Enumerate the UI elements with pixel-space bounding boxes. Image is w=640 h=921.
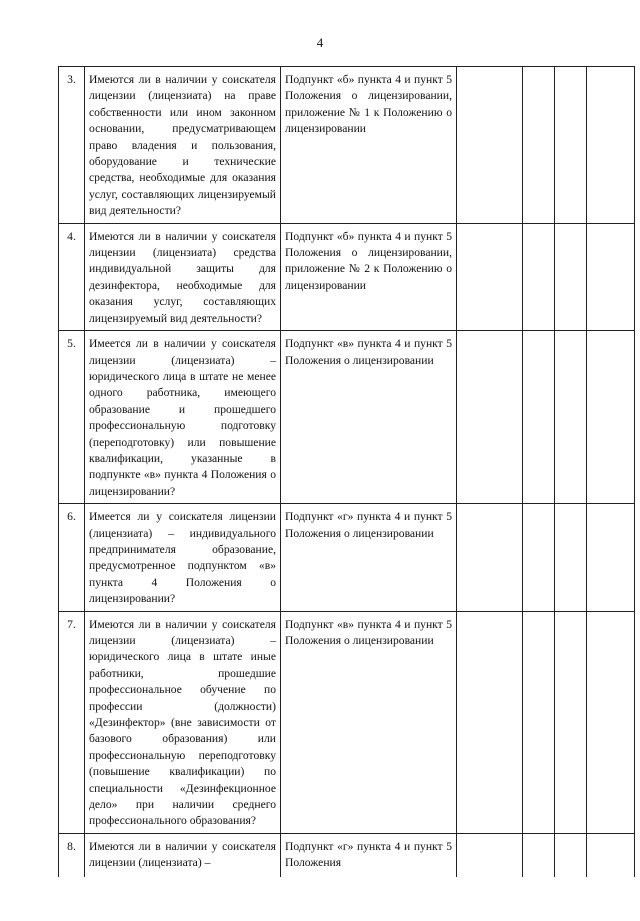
answer-cell xyxy=(555,331,587,504)
row-number: 3. xyxy=(59,67,85,224)
row-number: 6. xyxy=(59,504,85,611)
legal-reference: Подпункт «г» пункта 4 и пункт 5 Положения о лицензировании xyxy=(281,504,457,611)
notes-cell xyxy=(587,504,635,611)
answer-cell xyxy=(523,611,555,833)
question-text: Имеется ли у соискателя лицензии (лицензиата) – индивидуального предпринимателя образование, предусмотренное подпунктом «в» пункта 4 Положения о лицензировании? xyxy=(85,504,281,611)
question-text: Имеются ли в наличии у соискателя лицензии (лицензиата) на праве собственности или ином законном основании, предусматривающем право владения и пользования, оборудование и технические средства, необходимые для оказания услуг, составляющих лицензируемый вид деятельности? xyxy=(85,67,281,224)
row-number: 4. xyxy=(59,223,85,330)
notes-cell xyxy=(587,331,635,504)
notes-cell xyxy=(587,223,635,330)
question-text: Имеются ли в наличии у соискателя лицензии (лицензиата) средства индивидуальной защиты для дезинфектора, необходимые для оказания услуг, составляющих лицензируемый вид деятельности? xyxy=(85,223,281,330)
legal-reference: Подпункт «в» пункта 4 и пункт 5 Положения о лицензировании xyxy=(281,611,457,833)
notes-cell xyxy=(587,833,635,877)
page-number: 4 xyxy=(316,35,324,50)
row-number: 8. xyxy=(59,833,85,877)
answer-cell xyxy=(523,504,555,611)
table-row xyxy=(59,223,635,330)
legal-reference: Подпункт «г» пункта 4 и пункт 5 Положения xyxy=(281,833,457,877)
answer-cell xyxy=(523,331,555,504)
answer-cell xyxy=(457,223,523,330)
legal-reference: Подпункт «в» пункта 4 и пункт 5 Положения о лицензировании xyxy=(281,331,457,504)
answer-cell xyxy=(555,223,587,330)
question-text: Имеется ли в наличии у соискателя лицензии (лицензиата) – юридического лица в штате не менее одного работника, имеющего образование и прошедшего профессиональную подготовку (переподготовку) или повышение квалификации, указанные в подпункте «в» пункта 4 Положения о лицензировании? xyxy=(85,331,281,504)
answer-cell xyxy=(555,833,587,877)
answer-cell xyxy=(457,504,523,611)
answer-cell xyxy=(555,611,587,833)
answer-cell xyxy=(555,504,587,611)
answer-cell xyxy=(523,833,555,877)
row-number: 5. xyxy=(59,331,85,504)
answer-cell xyxy=(555,67,587,224)
question-text: Имеются ли в наличии у соискателя лицензии (лицензиата) – xyxy=(85,833,281,877)
legal-reference: Подпункт «б» пункта 4 и пункт 5 Положения о лицензировании, приложение № 1 к Положению о лицензировании xyxy=(281,67,457,224)
answer-cell xyxy=(457,611,523,833)
answer-cell xyxy=(457,331,523,504)
row-number: 7. xyxy=(59,611,85,833)
notes-cell xyxy=(587,67,635,224)
table-row xyxy=(59,504,635,611)
table-row xyxy=(59,833,635,877)
question-text: Имеются ли в наличии у соискателя лицензии (лицензиата) – юридического лица в штате иные работники, прошедшие профессиональное обучение по профессии (должности) «Дезинфектор» (вне зависимости от базового образования) или профессиональную переподготовку (повышение квалификации) по специальности «Дезинфекционное дело» при наличии среднего профессионального образования? xyxy=(85,611,281,833)
notes-cell xyxy=(587,611,635,833)
answer-cell xyxy=(523,223,555,330)
checklist-table xyxy=(58,66,635,877)
answer-cell xyxy=(523,67,555,224)
legal-reference: Подпункт «б» пункта 4 и пункт 5 Положения о лицензировании, приложение № 2 к Положению о лицензировании xyxy=(281,223,457,330)
answer-cell xyxy=(457,67,523,224)
table-row xyxy=(59,67,635,224)
answer-cell xyxy=(457,833,523,877)
table-row xyxy=(59,331,635,504)
table-row xyxy=(59,611,635,833)
